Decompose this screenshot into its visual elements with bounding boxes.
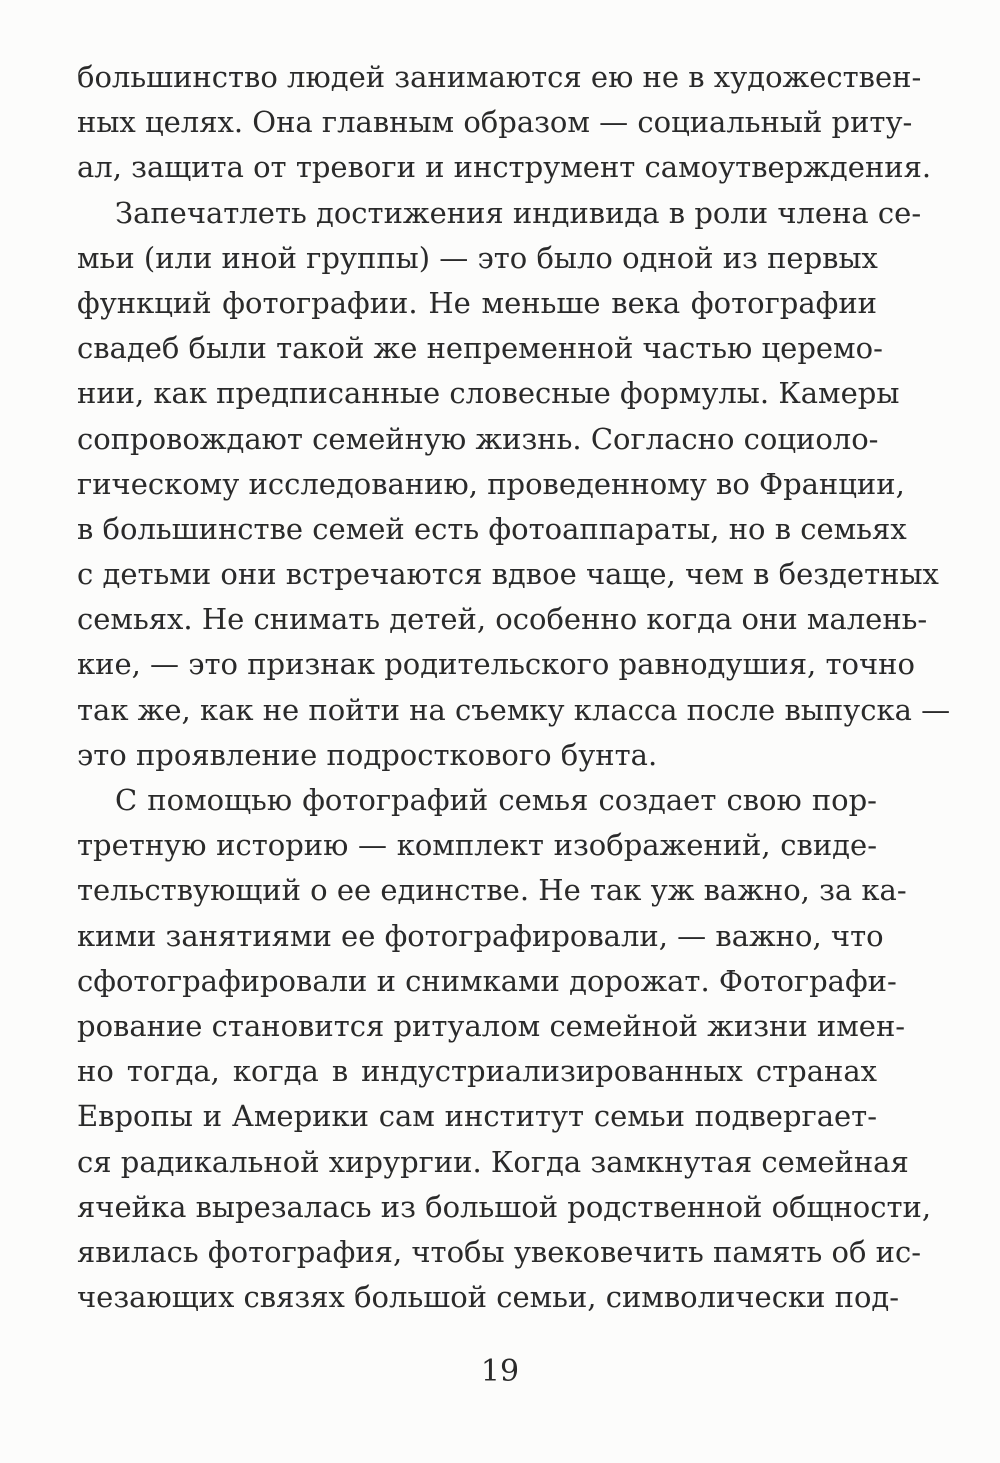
text-line: Европы и Америки сам институт семьи подвергает-	[77, 1099, 877, 1134]
text-line: функций фотографии. Не меньше века фотографии	[77, 285, 877, 320]
text-line: ячейка вырезалась из большой родственной общности,	[77, 1189, 932, 1224]
text-line: Запечатлеть достижения индивида в роли члена се-	[115, 195, 922, 230]
text-line: явилась фотография, чтобы увековечить память об ис-	[77, 1234, 922, 1269]
paragraph-3	[77, 778, 932, 1320]
text-line: нии, как предписанные словесные формулы. Камеры	[77, 376, 900, 411]
page-number: 19	[480, 1354, 520, 1389]
text-line: с детьми они встречаются вдвое чаще, чем в бездетных	[77, 557, 939, 592]
text-line: ся радикальной хирургии. Когда замкнутая семейная	[77, 1144, 909, 1179]
text-line: С помощью фотографий семья создает свою пор-	[115, 783, 877, 817]
text-line: большинство людей занимаются ею не в художествен-	[77, 60, 922, 94]
paragraph-2	[77, 191, 951, 778]
paragraph-1	[77, 55, 932, 191]
text-line: это проявление подросткового бунта.	[77, 737, 658, 772]
text-line: свадеб были такой же непременной частью церемо-	[77, 331, 883, 366]
text-line: но тогда, когда в индустриализированных странах	[77, 1054, 877, 1089]
text-line: мьи (или иной группы) — это было одной из первых	[77, 240, 878, 275]
page-text-block	[77, 55, 951, 1320]
text-line: кие, — это признак родительского равнодушия, точно	[77, 647, 915, 682]
text-line: кими занятиями ее фотографировали, — важно, что	[77, 918, 884, 953]
text-line: чезающих связях большой семьи, символически под-	[77, 1280, 900, 1315]
text-line: сопровождают семейную жизнь. Согласно социоло-	[77, 421, 879, 456]
text-line: третную историю — комплект изображений, свиде-	[77, 828, 877, 863]
text-line: тельствующий о ее единстве. Не так уж важно, за ка-	[77, 873, 907, 908]
text-line: так же, как не пойти на съемку класса после выпуска —	[77, 692, 951, 727]
text-line: ал, защита от тревоги и инструмент самоутверждения.	[77, 150, 932, 185]
text-line: сфотографировали и снимками дорожат. Фотографи-	[77, 963, 897, 998]
text-line: ных целях. Она главным образом — социальный риту-	[77, 105, 913, 140]
text-line: в большинстве семей есть фотоаппараты, но в семьях	[77, 511, 907, 546]
text-line: рование становится ритуалом семейной жизни имен-	[77, 1008, 906, 1043]
text-line: гическому исследованию, проведенному во Франции,	[77, 466, 905, 501]
text-line: семьях. Не снимать детей, особенно когда они малень-	[77, 602, 928, 637]
